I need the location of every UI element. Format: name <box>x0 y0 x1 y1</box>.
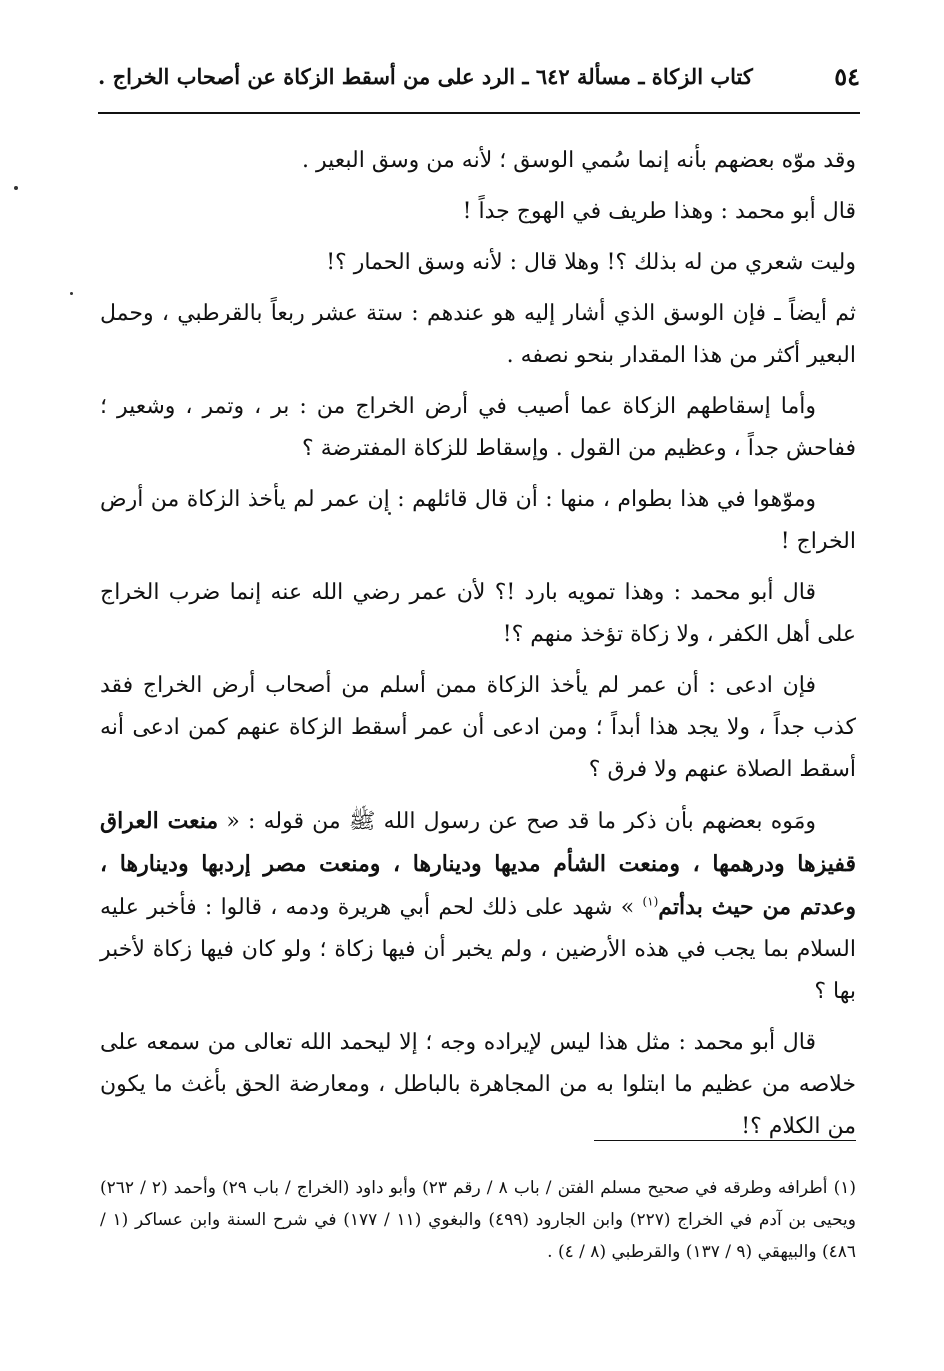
hadith-rest: » شهد على ذلك لحم أبي هريرة ودمه ، قالوا : فأخبر عليه السلام بما يجب في هذه الأرضين ، ولم يخبر أن فيها زكاة ؛ ولو كان فيها زكاة لأخبر بها ؟ <box>100 895 856 1004</box>
page-number: ٥٤ <box>834 62 860 91</box>
running-title: كتاب الزكاة ـ مسألة ٦٤٢ ـ الرد على من أسقط الزكاة عن أصحاب الخراج . <box>98 64 753 89</box>
header-rule <box>98 112 860 114</box>
paragraph: وليت شعري من له بذلك ؟! وهلا قال : لأنه وسق الحمار ؟! <box>326 250 856 275</box>
hadith-intro: ومَوه بعضهم بأن ذكر ما قد صح عن رسول الله ﷺ من قوله : « <box>226 809 816 834</box>
paragraph: قال أبو محمد : مثل هذا ليس لإيراده وجه ؛ إلا ليحمد الله تعالى من سمعه على خلاصه من عظيم ما ابتلوا به من المجاهرة بالباطل ، ومعارضة الحق بأغث ما يكون من الكلام ؟! <box>100 1030 856 1139</box>
hadith-quote: منعت العراق قفيزها ودرهمها ، ومنعت الشأم مديها ودينارها ، ومنعت مصر إردبها ودينارها ، وعدتم من حيث بدأتم <box>100 808 856 920</box>
hadith-paragraph <box>100 800 856 1013</box>
footnote-rule <box>594 1140 856 1141</box>
paragraph: ثم أيضاً ـ فإن الوسق الذي أشار إليه هو عندهم : ستة عشر ربعاً بالقرطبي ، وحمل البعير أكثر من هذا المقدار بنحو نصفه . <box>100 301 856 368</box>
footnote: (١) أطرافه وطرقه في صحيح مسلم الفتن / باب ٨ / رقم ٢٣) وأبو داود (الخراج / باب ٢٩) وأحمد (٢ / ٢٦٢) ويحيى بن آدم في الخراج (٢٢٧) وابن الجارود (٤٩٩) والبغوي (١١ / ١٧٧) في شرح السنة وابن عساكر (١ / ٤٨٦) والبيهقي (٩ / ١٣٧) والقرطبي (٨ / ٤) . <box>100 1178 856 1262</box>
footnote-marker: (١) <box>642 894 659 909</box>
paragraph: قال أبو محمد : وهذا طريف في الهوج جداً ! <box>462 199 856 224</box>
paragraph: وموّهوا في هذا بطوام ، منها : أن قال قائلهم : إن عمر لم يأخذ الزكاة من أرض الخراج ! <box>100 487 856 554</box>
paragraph: قال أبو محمد : وهذا تمويه بارد !؟ لأن عمر رضي الله عنه إنما ضرب الخراج على أهل الكفر ، ولا زكاة تؤخذ منهم ؟! <box>100 580 856 647</box>
scan-speck <box>388 512 391 515</box>
page-header <box>98 58 860 102</box>
paragraph: وأما إسقاطهم الزكاة عما أصيب في أرض الخراج من : بر ، وتمر ، وشعير ؛ ففاحش جداً ، وعظيم من القول . وإسقاط للزكاة المفترضة ؟ <box>100 394 856 461</box>
scan-speck <box>70 292 73 295</box>
main-text <box>100 140 856 1157</box>
paragraph: فإن ادعى : أن عمر لم يأخذ الزكاة ممن أسلم من أصحاب أرض الخراج فقد كذب جداً ، ولا يجد هذا أبداً ؛ ومن ادعى أن عمر أسقط الزكاة عنهم كمن ادعى أنه أسقط الصلاة عنهم ولا فرق ؟ <box>100 673 856 782</box>
scan-speck <box>14 186 18 190</box>
paragraph: وقد موّه بعضهم بأنه إنما سُمي الوسق ؛ لأنه من وسق البعير . <box>302 148 856 173</box>
